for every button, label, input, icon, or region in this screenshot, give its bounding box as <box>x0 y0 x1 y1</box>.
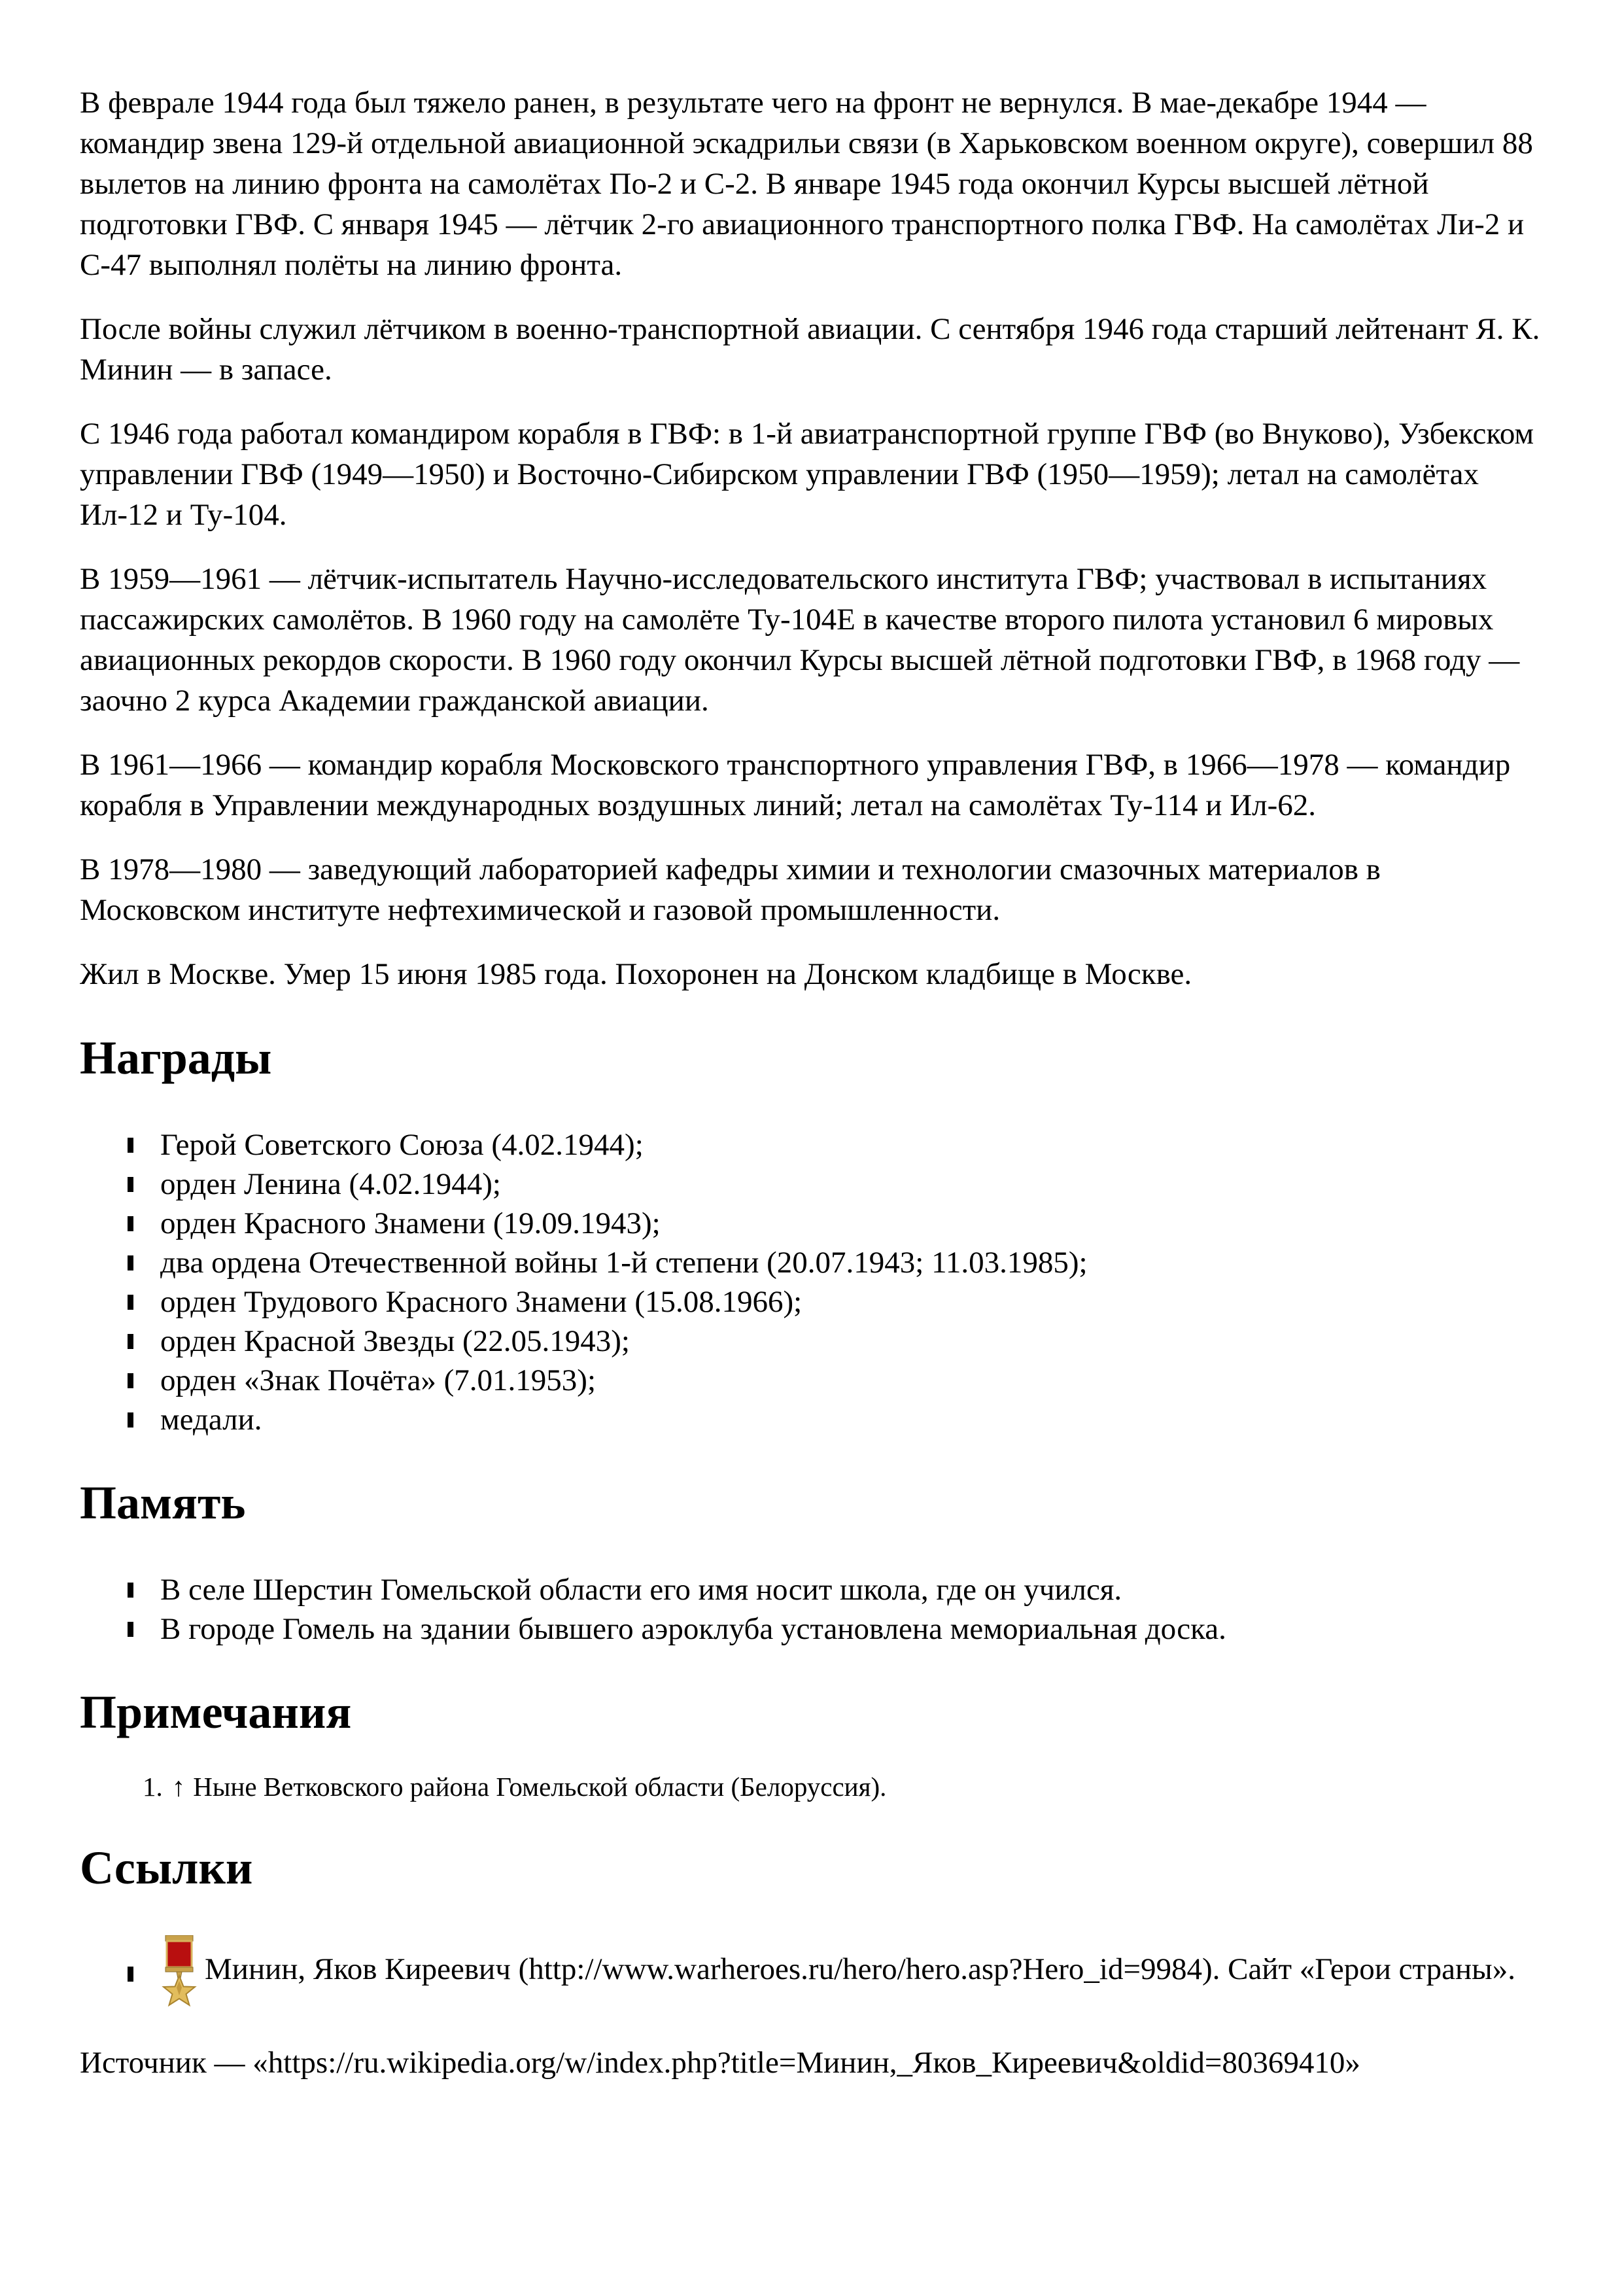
square-bullet-icon <box>128 1295 133 1310</box>
paragraph-test-pilot: В 1959—1961 — лётчик-испытатель Научно-исследовательского института ГВФ; участвовал в испытаниях пассажирских самолётов. В 1960 году на самолёте Ту-104Е в качестве второго пилота установил 6 мировых авиационных рекордов скорости. В 1960 году окончил Курсы высшей лётной подготовки ГВФ, в 1968 году — заочно 2 курса Академии гражданской авиации. <box>80 562 1520 718</box>
award-text: орден Красного Знамени (19.09.1943); <box>160 1206 661 1240</box>
external-link-item <box>160 1935 1544 2008</box>
square-bullet-icon <box>128 1138 133 1153</box>
note-number: 1. <box>143 1772 163 1802</box>
list-item <box>160 1609 1544 1649</box>
square-bullet-icon <box>128 1967 133 1982</box>
paragraph-gvf-1946: С 1946 года работал командиром корабля в ГВФ: в 1-й авиатранспортной группе ГВФ (во Внуково), Узбекском управлении ГВФ (1949—1950) и Восточно-Сибирском управлении ГВФ (1950—1959); летал на самолётах Ил-12 и Ту-104. <box>80 417 1534 532</box>
note-item <box>143 1769 1544 1804</box>
paragraph-1961-1978: В 1961—1966 — командир корабля Московского транспортного управления ГВФ, в 1966—1978 — командир корабля в Управлении международных воздушных линий; летал на самолётах Ту-114 и Ил-62. <box>80 748 1511 822</box>
list-item <box>160 1165 1544 1204</box>
list-item <box>160 1204 1544 1243</box>
paragraph-war-service: В феврале 1944 года был тяжело ранен, в результате чего на фронт не вернулся. В мае-декабре 1944 — командир звена 129-й отдельной авиационной эскадрильи связи (в Харьковском военном округе), совершил 88 вылетов на линию фронта на самолётах По-2 и С-2. В январе 1945 года окончил Курсы высшей лётной подготовки ГВФ. С января 1945 — лётчик 2-го авиационного транспортного полка ГВФ. На самолётах Ли-2 и С-47 выполнял полёты на линию фронта. <box>80 86 1533 282</box>
heading-awards: Награды <box>80 1032 272 1084</box>
square-bullet-icon <box>128 1622 133 1637</box>
paragraph-postwar: После войны служил лётчиком в военно-транспортной авиации. С сентября 1946 года старший лейтенант Я. К. Минин — в запасе. <box>80 312 1540 387</box>
memory-text: В городе Гомель на здании бывшего аэроклуба установлена мемориальная доска. <box>160 1612 1226 1646</box>
award-text: Герой Советского Союза (4.02.1944); <box>160 1128 644 1162</box>
external-links-list <box>80 1935 1544 2008</box>
square-bullet-icon <box>128 1177 133 1192</box>
heading-links: Ссылки <box>80 1842 253 1894</box>
hero-of-soviet-union-medal-icon <box>160 1935 198 2008</box>
external-link-text[interactable]: Минин, Яков Киреевич (http://www.warheroes.ru/hero/hero.asp?Hero_id=9984). Сайт «Герои страны». <box>205 1952 1515 1986</box>
list-item <box>160 1400 1544 1439</box>
list-item <box>160 1361 1544 1400</box>
heading-notes: Примечания <box>80 1686 352 1738</box>
list-item <box>160 1243 1544 1282</box>
square-bullet-icon <box>128 1583 133 1598</box>
award-text: медали. <box>160 1403 262 1437</box>
notes-list <box>80 1769 1544 1804</box>
list-item <box>160 1570 1544 1609</box>
note-text: Ныне Ветковского района Гомельской области (Белоруссия). <box>193 1772 887 1802</box>
square-bullet-icon <box>128 1216 133 1231</box>
award-text: два ордена Отечественной войны 1-й степени (20.07.1943; 11.03.1985); <box>160 1246 1088 1280</box>
paragraph-death: Жил в Москве. Умер 15 июня 1985 года. Похоронен на Донском кладбище в Москве. <box>80 957 1192 991</box>
square-bullet-icon <box>128 1373 133 1388</box>
award-text: орден «Знак Почёта» (7.01.1953); <box>160 1363 596 1397</box>
award-text: орден Красной Звезды (22.05.1943); <box>160 1324 630 1358</box>
square-bullet-icon <box>128 1255 133 1270</box>
list-item <box>160 1282 1544 1322</box>
award-text: орден Ленина (4.02.1944); <box>160 1167 501 1201</box>
list-item <box>160 1125 1544 1165</box>
square-bullet-icon <box>128 1412 133 1428</box>
memory-list <box>80 1570 1544 1649</box>
memory-text: В селе Шерстин Гомельской области его имя носит школа, где он учился. <box>160 1573 1122 1607</box>
square-bullet-icon <box>128 1334 133 1349</box>
source-line: Источник — «https://ru.wikipedia.org/w/index.php?title=Минин,_Яков_Киреевич&oldid=80369410» <box>80 2046 1360 2080</box>
backlink-arrow-icon[interactable]: ↑ <box>171 1772 186 1802</box>
heading-memory: Память <box>80 1477 246 1529</box>
award-text: орден Трудового Красного Знамени (15.08.1966); <box>160 1285 803 1319</box>
awards-list <box>80 1125 1544 1439</box>
list-item <box>160 1322 1544 1361</box>
paragraph-1978-1980: В 1978—1980 — заведующий лабораторией кафедры химии и технологии смазочных материалов в Московском институте нефтехимической и газовой промышленности. <box>80 852 1381 927</box>
